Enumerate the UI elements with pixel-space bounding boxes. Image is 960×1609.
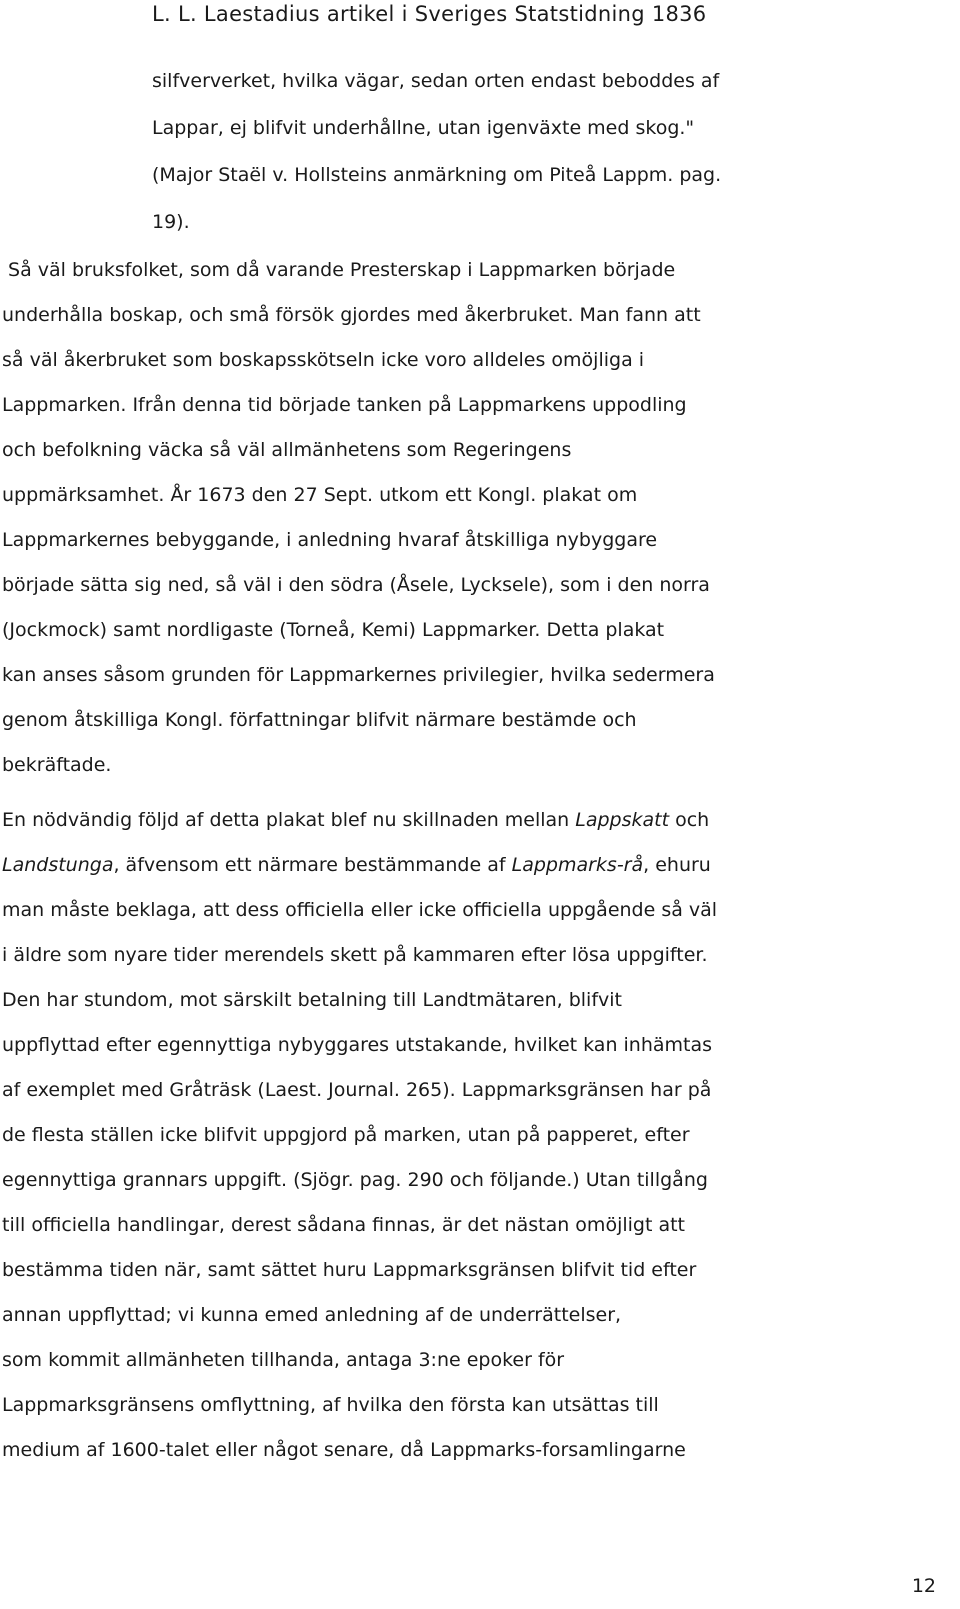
- text-line: så väl åkerbruket som boskapsskötseln icke voro alldeles omöjliga i: [2, 349, 645, 371]
- body-paragraph-2: [2, 798, 950, 1473]
- text-line: Så väl bruksfolket, som då varande Presterskap i Lappmarken började: [2, 259, 676, 281]
- text-line: (Jockmock) samt nordligaste (Torneå, Kemi) Lappmarker. Detta plakat: [2, 619, 665, 641]
- text-line: och befolkning väcka så väl allmänhetens som Regeringens: [2, 439, 572, 461]
- text-line: 19).: [152, 211, 190, 233]
- text-line: silfververket, hvilka vägar, sedan orten endast beboddes af: [152, 70, 720, 92]
- term-lappskatt: Lappskatt: [575, 809, 670, 831]
- line-text: , äfvensom ett närmare bestämmande af: [113, 854, 512, 876]
- text-line: af exemplet med Gråträsk (Laest. Journal. 265). Lappmarksgränsen har på: [2, 1079, 712, 1101]
- text-line: Lappmarksgränsens omflyttning, af hvilka den första kan utsättas till: [2, 1394, 659, 1416]
- text-line: Lappmarken. Ifrån denna tid började tanken på Lappmarkens uppodling: [2, 394, 687, 416]
- text-line: började sätta sig ned, så väl i den södra (Åsele, Lycksele), som i den norra: [2, 574, 710, 596]
- text-line: bekräftade.: [2, 754, 112, 776]
- text-line: [2, 798, 950, 843]
- text-line: kan anses såsom grunden för Lappmarkernes privilegier, hvilka sedermera: [2, 664, 715, 686]
- text-line: i äldre som nyare tider merendels skett på kammaren efter lösa uppgifter.: [2, 944, 708, 966]
- body-paragraph-1: [2, 248, 950, 788]
- text-line: till officiella handlingar, derest sådana finnas, är det nästan omöjligt att: [2, 1214, 685, 1236]
- text-line: annan uppflyttad; vi kunna emed anledning af de underrättelser,: [2, 1304, 622, 1326]
- line-text: En nödvändig följd af detta plakat blef nu skillnaden mellan: [2, 809, 576, 831]
- line-text: och: [669, 809, 710, 831]
- text-line: egennyttiga grannars uppgift. (Sjögr. pag. 290 och följande.) Utan tillgång: [2, 1169, 708, 1191]
- text-line: (Major Staël v. Hollsteins anmärkning om Piteå Lappm. pag.: [152, 164, 722, 186]
- text-line: uppflyttad efter egennyttiga nybyggares utstakande, hvilket kan inhämtas: [2, 1034, 713, 1056]
- term-landstunga: Landstunga: [2, 854, 114, 876]
- text-line: som kommit allmänheten tillhanda, antaga 3:ne epoker för: [2, 1349, 565, 1371]
- text-line: [2, 843, 950, 888]
- text-line: bestämma tiden när, samt sättet huru Lappmarksgränsen blifvit tid efter: [2, 1259, 697, 1281]
- text-line: Den har stundom, mot särskilt betalning till Landtmätaren, blifvit: [2, 989, 622, 1011]
- quote-paragraph: [152, 58, 942, 246]
- term-lappmarks-ra: Lappmarks-rå: [511, 854, 644, 876]
- text-line: de flesta ställen icke blifvit uppgjord på marken, utan på papperet, efter: [2, 1124, 690, 1146]
- text-line: Lappar, ej blifvit underhållne, utan igenväxte med skog.": [152, 117, 695, 139]
- text-line: uppmärksamhet. År 1673 den 27 Sept. utkom ett Kongl. plakat om: [2, 484, 638, 506]
- text-line: medium af 1600-talet eller något senare, då Lappmarks-forsamlingarne: [2, 1439, 686, 1461]
- text-line: Lappmarkernes bebyggande, i anledning hvaraf åtskilliga nybyggare: [2, 529, 658, 551]
- line-text: , ehuru: [643, 854, 711, 876]
- text-line: underhålla boskap, och små försök gjordes med åkerbruket. Man fann att: [2, 304, 701, 326]
- text-line: genom åtskilliga Kongl. författningar blifvit närmare bestämde och: [2, 709, 637, 731]
- page-number: 12: [911, 1575, 936, 1597]
- page-header: L. L. Laestadius artikel i Sveriges Statstidning 1836: [152, 2, 707, 26]
- text-line: man måste beklaga, att dess officiella eller icke officiella uppgående så väl: [2, 899, 718, 921]
